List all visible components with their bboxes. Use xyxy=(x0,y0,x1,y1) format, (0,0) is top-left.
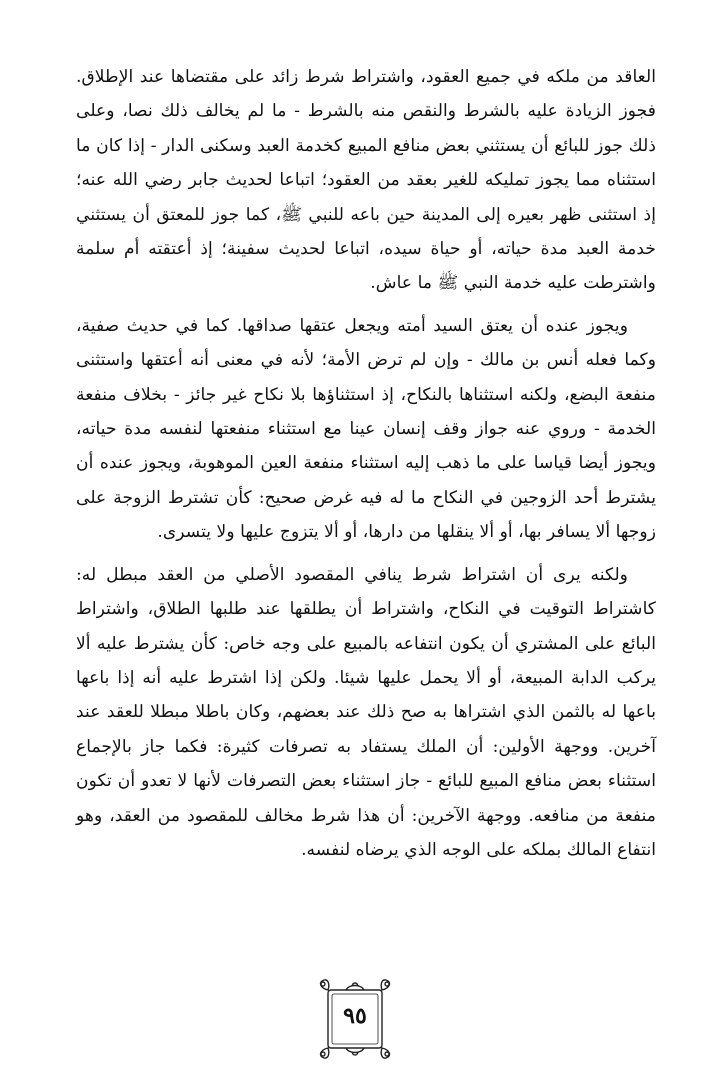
paragraph-3: ولكنه يرى أن اشتراط شرط ينافي المقصود الأصلي من العقد مبطل له: كاشتراط التوقيت في النكاح، واشتراط أن يطلقها عند طلبها الطلاق، واشتراط البائع على المشتري أن يكون انتفاعه بالمبيع على وجه خاص: كأن يشترط عليه ألا يركب الدابة المبيعة، أو ألا يحمل عليها شيئا. ولكن إذا اشترط عليه أنه إذا باعها باعها له بالثمن الذي اشتراها به صح ذلك عند بعضهم، وكان باطلا مبطلا للعقد عند آخرين. ووجهة الأولين: أن الملك يستفاد به تصرفات كثيرة: فكما جاز بالإجماع استثناء بعض منافع المبيع للبائع - جاز استثناء بعض التصرفات لأنها لا تعدو أن تكون منفعة من منافعه. ووجهة الآخرين: أن هذا شرط مخالف للمقصود من العقد، وهو انتفاع المالك بملكه على الوجه الذي يرضاه لنفسه. xyxy=(76,564,656,860)
page-number-ornament xyxy=(316,978,394,1060)
page-number: ٩٥ xyxy=(343,1003,367,1029)
paragraph-2: ويجوز عنده أن يعتق السيد أمته ويجعل عتقها صداقها. كما في حديث صفية، وكما فعله أنس بن مالك - وإن لم ترض الأمة؛ لأنه في معنى أنه أعتقها واستثنى منفعة البضع، ولكنه استثناها بالنكاح، إذ استثناؤها بلا نكاح غير جائز - بخلاف منفعة الخدمة - وروي عنه جواز وقف إنسان عينا مع استثناء منفعتها لنفسه مدة حياته، ويجوز أيضا قياسا على ما ذهب إليه استثناء منفعة العين الموهوبة، ويجوز عنده أن يشترط أحد الزوجين في النكاح ما له فيه غرض صحيح: كأن تشترط الزوجة على زوجها ألا يسافر بها، أو ألا ينقلها من دارها، أو ألا يتزوج عليها ولا يتسرى. xyxy=(76,315,656,543)
body-text xyxy=(76,60,656,879)
paragraph-1: العاقد من ملكه في جميع العقود، واشتراط شرط زائد على مقتضاها عند الإطلاق. فجوز الزيادة عليه بالشرط والنقص منه بالشرط - ما لم يخالف ذلك نصا، وعلى ذلك جوز للبائع أن يستثني بعض منافع المبيع كخدمة العبد وسكنى الدار - إذا كان ما استثناه مما يجوز تمليكه للغير بعقد من العقود؛ اتباعا لحديث جابر رضي الله عنه؛ إذ استثنى ظهر بعيره إلى المدينة حين باعه للنبي ﷺ، كما جوز للمعتق أن يستثني خدمة العبد مدة حياته، أو حياة سيده، اتباعا لحديث سفينة؛ إذ أعتقته أم سلمة واشترطت عليه خدمة النبي ﷺ ما عاش. xyxy=(76,67,656,294)
